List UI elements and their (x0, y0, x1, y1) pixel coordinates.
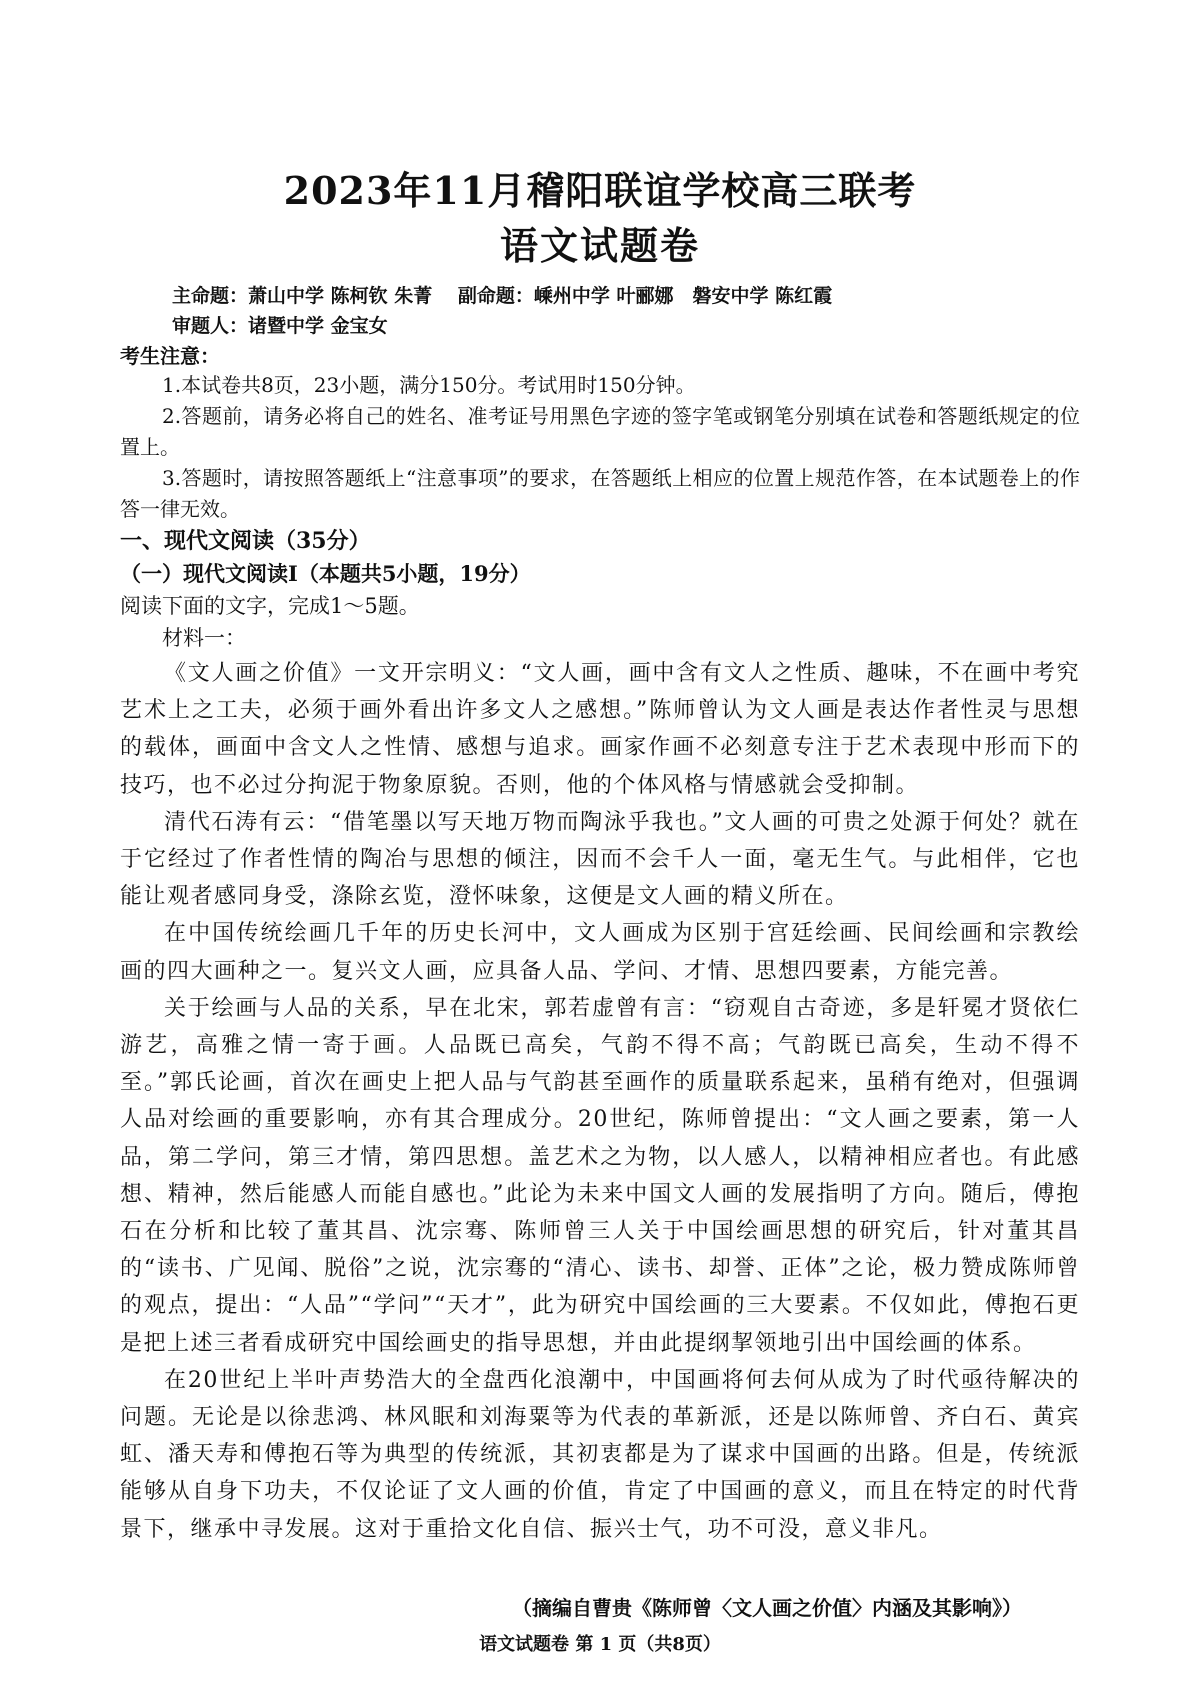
material-label: 材料一： (162, 626, 246, 650)
subsection-heading: （一）现代文阅读Ⅰ（本题共5小题，19分） (120, 561, 531, 586)
notice-title: 考生注意： (120, 344, 220, 368)
passage-source: （摘编自曹贵《陈师曾〈文人画之价值〉内涵及其影响》） (512, 1596, 1022, 1620)
passage-paragraph: 关于绘画与人品的关系，早在北宋，郭若虚曾有言：“窃观自古奇迹，多是轩冕才贤依仁游艺，高雅之情一寄于画。人品既已高矣，气韵不得不高；气韵既已高矣，生动不得不至。”郭氏论画，首次在画史上把人品与气韵甚至画作的质量联系起来，虽稍有绝对，但强调人品对绘画的重要影响，亦有其合理成分。20世纪，陈师曾提出：“文人画之要素，第一人品，第二学问，第三才情，第四思想。盖艺术之为物，以人感人，以精神相应者也。有此感想、精神，然后能感人而能自感也。”此论为未来中国文人画的发展指明了方向。随后，傅抱石在分析和比较了董其昌、沈宗骞、陈师曾三人关于中国绘画思想的研究后，针对董其昌的“读书、广见闻、脱俗”之说，沈宗骞的“清心、读书、却誉、正体”之论，极力赞成陈师曾的观点，提出：“人品”“学问”“天才”，此为研究中国绘画的三大要素。不仅如此，傅抱石更是把上述三者看成研究中国绘画史的指导思想，并由此提纲挈领地引出中国绘画的体系。 (120, 995, 1080, 1356)
reading-passage (120, 655, 1080, 1548)
passage-paragraph: 在中国传统绘画几千年的历史长河中，文人画成为区别于宫廷绘画、民间绘画和宗教绘画的四大画种之一。复兴文人画，应具备人品、学问、才情、思想四要素，方能完善。 (120, 921, 1080, 984)
reading-instruction: 阅读下面的文字，完成1～5题。 (120, 594, 420, 618)
authors-line: 主命题：萧山中学 陈柯钦 朱菁 副命题：嵊州中学 叶郦娜 磐安中学 陈红霞 (172, 285, 833, 307)
exam-subtitle: 语文试题卷 (499, 223, 700, 268)
notice-item: 2.答题前，请务必将自己的姓名、准考证号用黑色字迹的签字笔或钢笔分别填在试卷和答题纸规定的位置上。 (120, 404, 1080, 459)
exam-title: 2023年11月稽阳联谊学校高三联考 (283, 168, 917, 213)
passage-paragraph: 《文人画之价值》一文开宗明义：“文人画，画中含有文人之性质、趣味，不在画中考究艺术上之工夫，必须于画外看出许多文人之感想。”陈师曾认为文人画是表达作者性灵与思想的载体，画面中含文人之性情、感想与追求。画家作画不必刻意专注于艺术表现中形而下的技巧，也不必过分拘泥于物象原貌。否则，他的个体风格与情感就会受抑制。 (120, 661, 1080, 798)
passage-paragraph: 在20世纪上半叶声势浩大的全盘西化浪潮中，中国画将何去何从成为了时代亟待解决的问题。无论是以徐悲鸿、林风眠和刘海粟等为代表的革新派，还是以陈师曾、齐白石、黄宾虹、潘天寿和傅抱石等为典型的传统派，其初衷都是为了谋求中国画的出路。但是，传统派能够从自身下功夫，不仅论证了文人画的价值，肯定了中国画的意义，而且在特定的时代背景下，继承中寻发展。这对于重拾文化自信、振兴士气，功不可没，意义非凡。 (120, 1367, 1080, 1542)
section-heading: 一、现代文阅读（35分） (120, 528, 371, 554)
page-footer: 语文试题卷 第 1 页（共8页） (479, 1634, 721, 1655)
notice-list (120, 370, 1080, 525)
notice-item: 1.本试卷共8页，23小题，满分150分。考试用时150分钟。 (162, 373, 696, 397)
notice-item: 3.答题时，请按照答题纸上“注意事项”的要求，在答题纸上相应的位置上规范作答，在本试题卷上的作答一律无效。 (120, 466, 1080, 521)
reviewer-line: 审题人：诸暨中学 金宝女 (172, 315, 388, 337)
passage-paragraph: 清代石涛有云：“借笔墨以写天地万物而陶泳乎我也。”文人画的可贵之处源于何处？就在于它经过了作者性情的陶冶与思想的倾注，因而不会千人一面，毫无生气。与此相伴，它也能让观者感同身受，涤除玄览，澄怀味象，这便是文人画的精义所在。 (120, 809, 1080, 910)
